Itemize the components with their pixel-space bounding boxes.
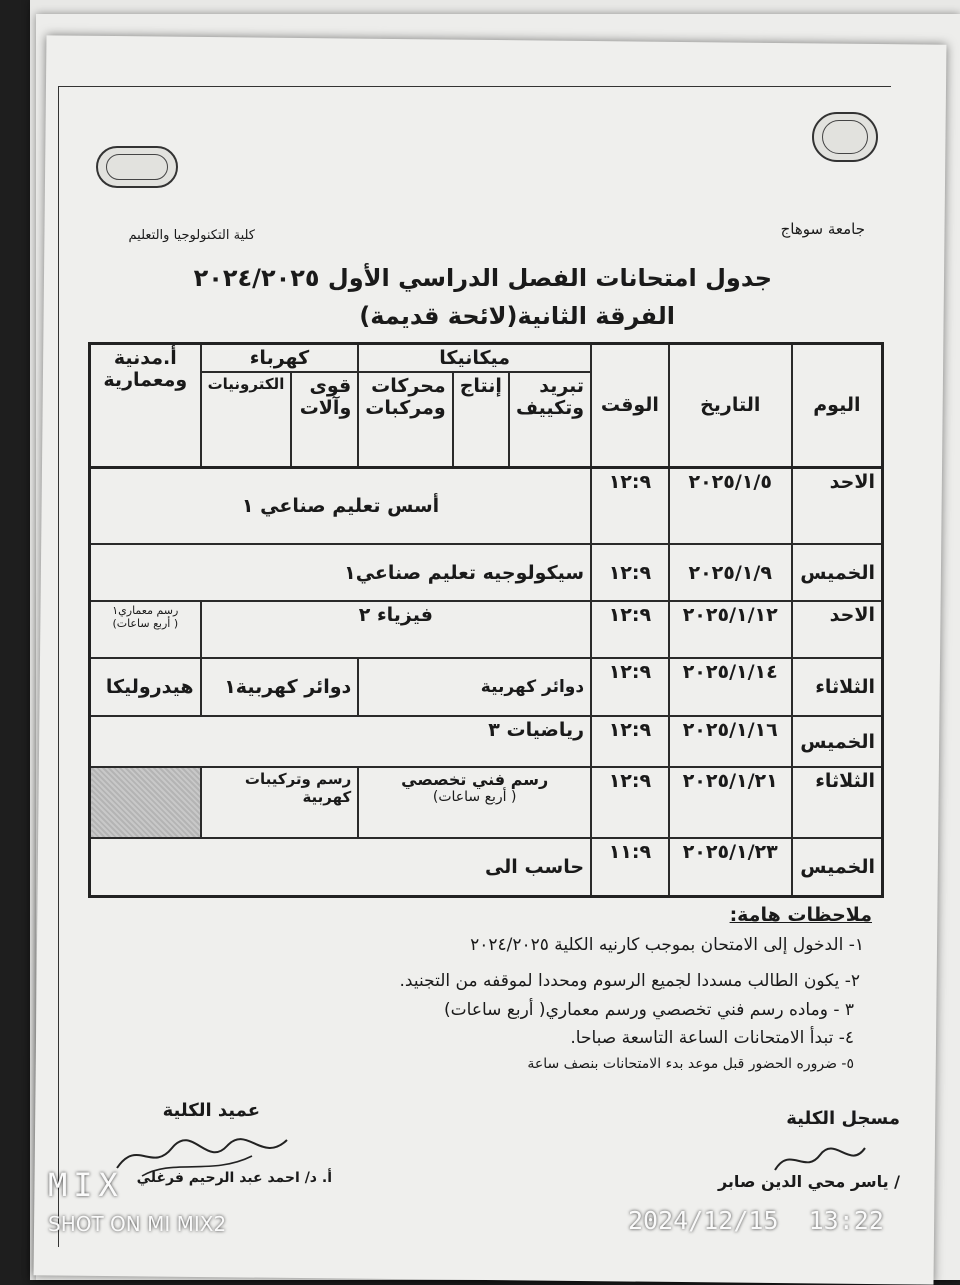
header-time: الوقت bbox=[591, 344, 669, 468]
header-power: قوى وآلات bbox=[291, 372, 358, 467]
row-day: الخميس bbox=[792, 716, 883, 767]
note-item: ٣ - وماده رسم فني تخصصي ورسم معماري( أربع ساعات) bbox=[444, 1000, 854, 1020]
row-date: ٢٠٢٥/١/١٤ bbox=[669, 658, 792, 717]
header-mechanics: ميكانيكا bbox=[358, 344, 591, 373]
table-row bbox=[90, 716, 883, 767]
row-civil-cell bbox=[90, 601, 201, 658]
row-subject: سيكولوجيه تعليم صناعي١ bbox=[90, 544, 592, 601]
row-time: ١١:٩ bbox=[591, 838, 669, 897]
university-name: جامعة سوهاج bbox=[780, 220, 865, 238]
faculty-name: كلية التكنولوجيا والتعليم bbox=[128, 228, 255, 243]
row-time: ١٢:٩ bbox=[591, 767, 669, 838]
row-date: ٢٠٢٥/١/١٢ bbox=[669, 601, 792, 658]
row-day: الخميس bbox=[792, 544, 883, 601]
row-mech: رسم فني تخصصي bbox=[401, 769, 549, 789]
row-date: ٢٠٢٥/١/٢٣ bbox=[669, 838, 792, 897]
row-time: ١٢:٩ bbox=[591, 601, 669, 658]
row-time: ١٢:٩ bbox=[591, 467, 669, 544]
camera-brand: MIX bbox=[48, 1166, 124, 1204]
header-electronics: الكترونيات bbox=[201, 372, 292, 467]
header-motors: محركات ومركبات bbox=[358, 372, 452, 467]
row-time: ١٢:٩ bbox=[591, 716, 669, 767]
page-title: جدول امتحانات الفصل الدراسي الأول ٢٠٢٤/٢٠٢٥ bbox=[193, 264, 772, 292]
table-row bbox=[90, 467, 883, 544]
row-civil: رسم معماري١ bbox=[112, 603, 179, 617]
table-row bbox=[90, 544, 883, 601]
note-item: ٤- تبدأ الامتحانات الساعة التاسعة صباحا. bbox=[570, 1028, 854, 1048]
row-mech-cell bbox=[358, 767, 591, 838]
header-date: التاريخ bbox=[669, 344, 792, 468]
registrar-signature bbox=[770, 1140, 870, 1180]
row-subject: أسس تعليم صناعي ١ bbox=[90, 467, 592, 544]
note-item: ٢- يكون الطالب مسددا لجميع الرسوم ومحددا لموقفه من التجنيد. bbox=[399, 971, 860, 991]
row-day: الثلاثاء bbox=[792, 767, 883, 838]
row-date: ٢٠٢٥/١/٢١ bbox=[669, 767, 792, 838]
row-mech: دوائر كهربية bbox=[358, 658, 591, 717]
exam-schedule-table bbox=[88, 342, 884, 898]
row-day: الثلاثاء bbox=[792, 658, 883, 717]
row-day: الاحد bbox=[792, 467, 883, 544]
row-time: ١٢:٩ bbox=[591, 544, 669, 601]
note-item: ١- الدخول إلى الامتحان بموجب كارنيه الكلية ٢٠٢٤/٢٠٢٥ bbox=[470, 935, 864, 955]
table-row bbox=[90, 767, 883, 838]
header-cooling: تبريد وتكييف bbox=[509, 372, 591, 467]
university-logo bbox=[812, 112, 878, 162]
table-row bbox=[90, 658, 883, 717]
row-subject: رياضيات ٣ bbox=[90, 716, 592, 767]
row-civil: هيدروليكا bbox=[90, 658, 201, 717]
table-row bbox=[90, 838, 883, 897]
registrar-title: مسجل الكلية bbox=[786, 1108, 900, 1129]
header-day: اليوم bbox=[792, 344, 883, 468]
dean-name: أ. د/ احمد عبد الرحيم فرغلي bbox=[136, 1170, 332, 1186]
header-production: إنتاج bbox=[453, 372, 509, 467]
row-civil-note: ( أربع ساعات) bbox=[112, 616, 179, 630]
row-date: ٢٠٢٥/١/٩ bbox=[669, 544, 792, 601]
row-mech-note: ( أربع ساعات) bbox=[432, 788, 517, 805]
row-date: ٢٠٢٥/١/١٦ bbox=[669, 716, 792, 767]
table-row bbox=[90, 601, 883, 658]
row-elec: دوائر كهربية١ bbox=[201, 658, 359, 717]
row-day: الخميس bbox=[792, 838, 883, 897]
header-civil: أ.مدنية ومعمارية bbox=[90, 344, 201, 468]
row-subject: حاسب الى bbox=[90, 838, 592, 897]
row-subject: فيزياء ٢ bbox=[201, 601, 591, 658]
row-day: الاحد bbox=[792, 601, 883, 658]
registrar-name: / ياسر محي الدين صابر bbox=[717, 1172, 900, 1191]
row-time: ١٢:٩ bbox=[591, 658, 669, 717]
dean-title: عميد الكلية bbox=[162, 1100, 260, 1121]
row-elec: رسم وتركيبات كهربية bbox=[201, 767, 359, 838]
faculty-logo bbox=[96, 146, 178, 188]
header-electric: كهرباء bbox=[201, 344, 359, 373]
page-subtitle: الفرقة الثانية(لائحة قديمة) bbox=[359, 302, 675, 330]
notes-heading: ملاحظات هامة: bbox=[729, 904, 872, 926]
note-item: ٥- ضروره الحضور قبل موعد بدء الامتحانات بنصف ساعة bbox=[527, 1056, 854, 1072]
camera-shot-on: SHOT ON MI MIX2 bbox=[48, 1212, 227, 1236]
camera-timestamp: 2024/12/15 13:22 bbox=[628, 1206, 884, 1235]
row-date: ٢٠٢٥/١/٥ bbox=[669, 467, 792, 544]
row-civil-shaded bbox=[90, 767, 201, 838]
